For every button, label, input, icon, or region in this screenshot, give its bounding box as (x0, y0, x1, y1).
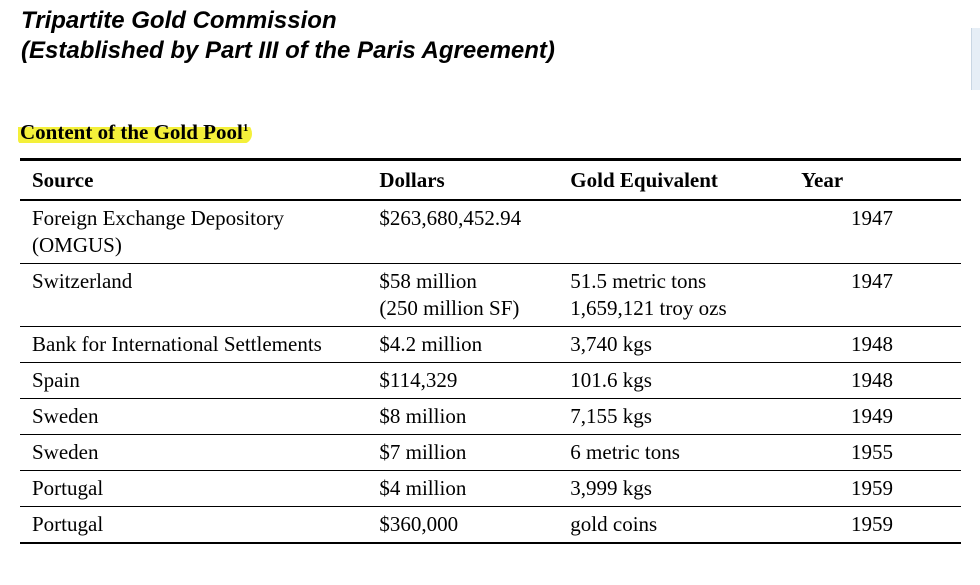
cell-source-line: Bank for International Settlements (32, 332, 322, 356)
cell-source-line: Foreign Exchange Depository (32, 206, 284, 230)
table-row (20, 507, 961, 544)
cell-source-line: Portugal (32, 512, 104, 536)
cell-dollars-line: $4.2 million (379, 332, 483, 356)
cell-dollars-line: $58 million (379, 269, 477, 293)
cell-dollars (379, 435, 570, 471)
cell-gold-equivalent-line: 3,999 kgs (570, 476, 652, 500)
cell-source-line: Sweden (32, 440, 99, 464)
table-body (20, 200, 961, 543)
cell-dollars (379, 264, 570, 327)
cell-dollars-line: $114,329 (379, 368, 458, 392)
gold-pool-table (20, 158, 961, 544)
cell-gold-equivalent (570, 363, 787, 399)
table-row (20, 327, 961, 363)
section-heading (20, 118, 252, 146)
cell-source-line: Sweden (32, 404, 99, 428)
cell-source-line: (OMGUS) (32, 233, 122, 257)
cell-dollars-line: $263,680,452.94 (379, 206, 522, 230)
cell-source (20, 435, 379, 471)
table-row (20, 363, 961, 399)
cell-dollars (379, 327, 570, 363)
cell-year: 1949 (851, 404, 893, 428)
cell-dollars-line: $8 million (379, 404, 467, 428)
header-gold-equivalent: Gold Equivalent (570, 167, 718, 192)
cell-gold-equivalent (570, 264, 787, 327)
cell-source-line: Switzerland (32, 269, 133, 293)
cell-gold-equivalent-line: 1,659,121 troy ozs (570, 296, 727, 320)
table-row (20, 264, 961, 327)
cell-year: 1948 (851, 332, 893, 356)
cell-year: 1948 (851, 368, 893, 392)
cell-dollars (379, 507, 570, 544)
cell-source (20, 399, 379, 435)
document-title (21, 6, 555, 66)
cell-dollars-line: $7 million (379, 440, 467, 464)
cell-dollars (379, 200, 570, 264)
cell-dollars (379, 363, 570, 399)
footnote-mark[interactable]: 1 (242, 122, 249, 134)
cell-gold-equivalent (570, 471, 787, 507)
cell-dollars (379, 471, 570, 507)
cell-gold-equivalent (570, 507, 787, 544)
document-title-line-1: Tripartite Gold Commission (21, 7, 337, 34)
table-row (20, 399, 961, 435)
cell-dollars-line: $4 million (379, 476, 467, 500)
cell-source (20, 507, 379, 544)
header-year: Year (801, 167, 844, 192)
scrollbar-thumb[interactable] (971, 28, 980, 90)
cell-dollars-line: $360,000 (379, 512, 459, 536)
section-heading-text: Content of the Gold Pool (20, 120, 243, 144)
highlighted-heading-text (18, 120, 252, 144)
cell-source (20, 327, 379, 363)
cell-source (20, 363, 379, 399)
cell-dollars (379, 399, 570, 435)
cell-year: 1959 (851, 476, 893, 500)
cell-gold-equivalent-line: 7,155 kgs (570, 404, 652, 428)
cell-gold-equivalent-line: 3,740 kgs (570, 332, 652, 356)
document-title-line-2: (Established by Part III of the Paris Agreement) (21, 37, 555, 64)
table-header-row (20, 160, 961, 201)
header-source: Source (32, 167, 94, 192)
cell-dollars-line: (250 million SF) (379, 296, 520, 320)
cell-year: 1947 (851, 206, 893, 230)
cell-source (20, 471, 379, 507)
table-row (20, 435, 961, 471)
cell-year: 1955 (851, 440, 893, 464)
cell-gold-equivalent-line: 51.5 metric tons (570, 269, 707, 293)
table-row (20, 471, 961, 507)
table-row (20, 200, 961, 264)
cell-gold-equivalent (570, 200, 787, 264)
cell-source-line: Portugal (32, 476, 104, 500)
cell-gold-equivalent-line: gold coins (570, 512, 658, 536)
cell-year: 1947 (851, 269, 893, 293)
cell-source (20, 200, 379, 264)
cell-source-line: Spain (32, 368, 80, 392)
cell-year: 1959 (851, 512, 893, 536)
cell-source (20, 264, 379, 327)
cell-gold-equivalent (570, 435, 787, 471)
cell-gold-equivalent-line: 101.6 kgs (570, 368, 652, 392)
cell-gold-equivalent (570, 399, 787, 435)
header-dollars: Dollars (379, 167, 445, 192)
cell-gold-equivalent (570, 327, 787, 363)
cell-gold-equivalent-line: 6 metric tons (570, 440, 680, 464)
